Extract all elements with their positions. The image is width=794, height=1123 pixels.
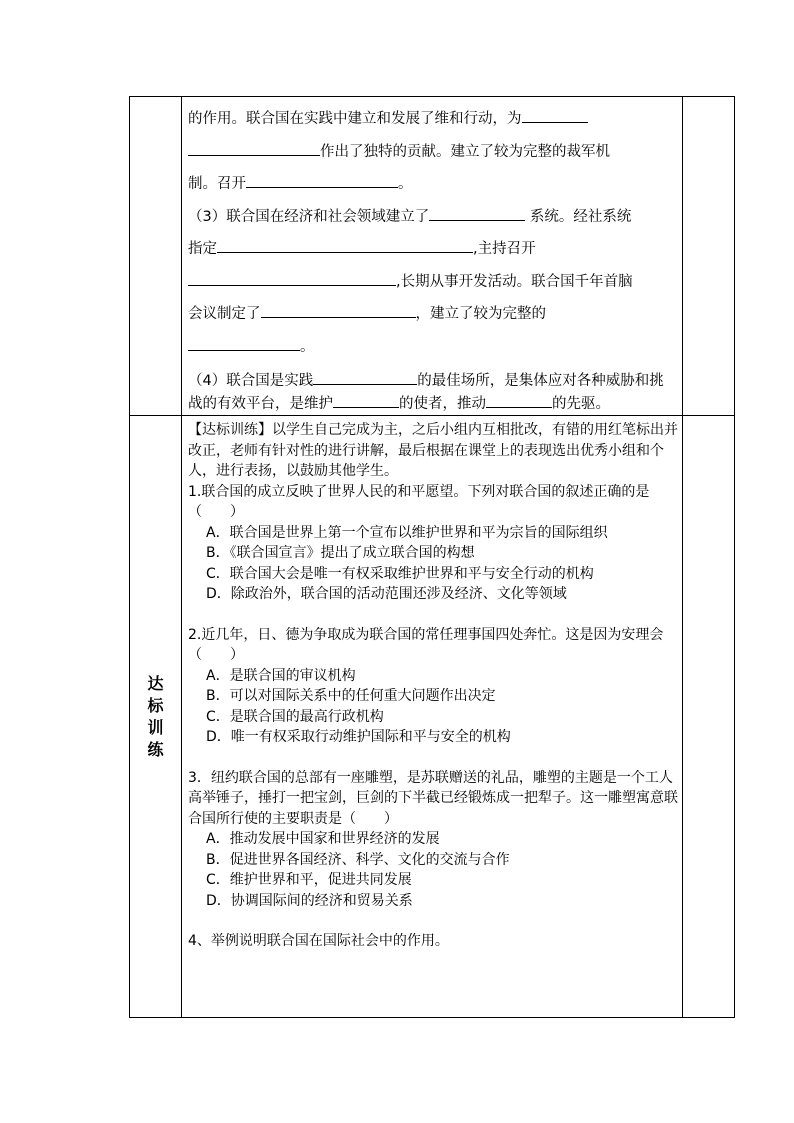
text-line — [188, 298, 676, 331]
text-line — [188, 168, 676, 201]
text-line — [188, 331, 676, 364]
fill-blank[interactable] — [188, 335, 300, 351]
fill-blank[interactable] — [333, 392, 399, 408]
section-label-char: 标 — [147, 695, 164, 715]
option-item[interactable]: B．《联合国宣言》提出了成立联合国的构想 — [206, 545, 475, 561]
section-label-char: 达 — [147, 673, 164, 693]
exercise-intro: 【达标训练】以学生自己完成为主，之后小组内互相批改，有错的用红笔标出并改正，老师有针对性的进行讲解，最后根据在课堂上的表现选出优秀小组和个人，进行表扬，以鼓励其他学生。 — [188, 422, 678, 479]
option-item[interactable]: A．推动发展中国家和世界经济的发展 — [206, 831, 440, 847]
table-row — [130, 97, 735, 416]
text-line — [188, 266, 676, 299]
option-item[interactable]: C．联合国大会是唯一有权采取维护世界和平与安全行动的机构 — [206, 565, 594, 582]
option-item[interactable]: B．可以对国际关系中的任何重大问题作出决定 — [206, 688, 496, 704]
text: 制。召开 — [188, 176, 246, 192]
question-1: 1.联合国的成立反映了世界人民的和平愿望。下列对联合国的叙述正确的是（ ） — [188, 483, 650, 520]
question-3: 3．纽约联合国的总部有一座雕塑，是苏联赠送的礼品，雕塑的主题是一个工人高举锤子，捶打一把宝剑，巨剑的下半截已经锻炼成一把犁子。这一雕塑寓意联合国所行使的主要职责是（ ） — [188, 769, 678, 827]
text: 。 — [398, 176, 413, 192]
exercise-content-cell — [182, 416, 683, 1018]
text: （4）联合国是实践 — [188, 373, 314, 389]
text: 会议制定了 — [188, 306, 261, 322]
option-item[interactable]: A．是联合国的审议机构 — [206, 667, 356, 684]
option-item[interactable]: D．唯一有权采取行动维护国际和平与安全的机构 — [206, 729, 511, 745]
text-line — [188, 103, 676, 136]
text: ,主持召开 — [473, 241, 536, 257]
text: 的先驱。 — [552, 396, 610, 412]
text: ，建立了较为完整的 — [415, 306, 546, 322]
fill-blank[interactable] — [188, 270, 396, 286]
text-paragraph — [188, 369, 676, 415]
question-4: 4、举例说明联合国在国际社会中的作用。 — [188, 933, 449, 949]
fill-blank[interactable] — [261, 302, 416, 318]
row1-content-cell — [182, 97, 683, 416]
text-line — [188, 136, 676, 169]
fill-blank[interactable] — [217, 237, 473, 253]
option-item[interactable]: D．除政治外，联合国的活动范围还涉及经济、文化等领域 — [206, 586, 567, 602]
text: 的最佳场所，是集体应对各种威胁和挑战的有效平台，是维护 — [188, 373, 664, 412]
fill-blank[interactable] — [188, 140, 320, 156]
text: 的作用。联合国在实践中建立和发展了维和行动，为 — [188, 111, 522, 127]
text: 系统。经社系统 — [525, 208, 632, 225]
worksheet-table — [129, 96, 735, 1018]
section-label-cell — [130, 416, 182, 1018]
fill-blank[interactable] — [429, 205, 525, 221]
option-item[interactable]: D．协调国际间的经济和贸易关系 — [206, 892, 413, 909]
question-2: 2.近几年，日、德为争取成为联合国的常任理事国四处奔忙。这是因为安理会（ ） — [188, 626, 664, 663]
fill-blank[interactable] — [313, 369, 417, 385]
row2-note-cell — [683, 416, 735, 1018]
text-line — [188, 201, 676, 234]
option-item[interactable]: B．促进世界各国经济、科学、文化的交流与合作 — [206, 851, 510, 868]
text: 作出了独特的贡献。建立了较为完整的裁军机 — [320, 143, 610, 160]
text: ,长期从事开发活动。联合国千年首脑 — [396, 273, 633, 290]
fill-blank[interactable] — [522, 107, 588, 123]
row1-note-cell — [683, 97, 735, 416]
table-row — [130, 416, 735, 1018]
option-item[interactable]: A．联合国是世界上第一个宣布以维护世界和平为宗旨的国际组织 — [206, 524, 608, 541]
text: 的使者，推动 — [399, 396, 486, 412]
text: 。 — [300, 338, 315, 355]
text: （3）联合国在经济和社会领域建立了 — [188, 208, 430, 225]
option-item[interactable]: C．维护世界和平，促进共同发展 — [206, 872, 412, 888]
option-item[interactable]: C．是联合国的最高行政机构 — [206, 708, 384, 725]
fill-blank[interactable] — [486, 392, 552, 408]
row1-label-cell — [130, 97, 182, 416]
section-label-char: 练 — [147, 739, 164, 759]
text: 指定 — [188, 241, 217, 257]
text-line — [188, 233, 676, 266]
fill-blank[interactable] — [246, 172, 398, 188]
section-label-char: 训 — [147, 717, 164, 737]
